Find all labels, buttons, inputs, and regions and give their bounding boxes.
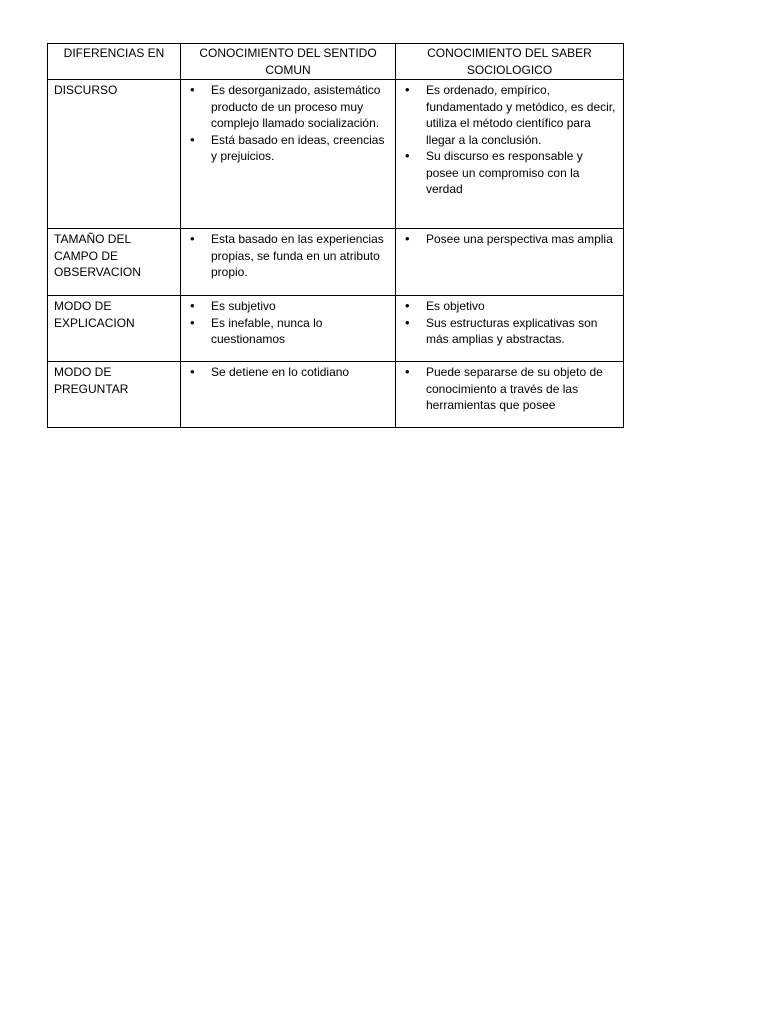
sentido-comun-cell: [181, 80, 396, 229]
list-item: • Está basado en ideas, creencias y prejuicios.: [187, 132, 389, 165]
list-item: • Posee una perspectiva mas amplia: [402, 231, 617, 248]
table-header-row: [48, 44, 624, 80]
list-item: • Sus estructuras explicativas son más amplias y abstractas.: [402, 315, 617, 348]
table-row: [48, 80, 624, 229]
header-sentido-comun: CONOCIMIENTO DEL SENTIDO COMUN: [181, 44, 396, 80]
table-row: [48, 362, 624, 428]
list-item: • Es desorganizado, asistemático producto de un proceso muy complejo llamado socialización.: [187, 82, 389, 132]
saber-sociologico-cell: [396, 229, 624, 296]
list-item: • Es objetivo: [402, 298, 617, 315]
saber-sociologico-cell: [396, 362, 624, 428]
sentido-comun-cell: [181, 362, 396, 428]
table-row: [48, 296, 624, 362]
list-item: • Su discurso es responsable y posee un compromiso con la verdad: [402, 148, 617, 198]
row-label: TAMAÑO DEL CAMPO DE OBSERVACION: [48, 229, 181, 296]
row-label: MODO DE EXPLICACION: [48, 296, 181, 362]
sentido-comun-cell: [181, 229, 396, 296]
row-label: DISCURSO: [48, 80, 181, 229]
list-item: • Se detiene en lo cotidiano: [187, 364, 389, 381]
row-label: MODO DE PREGUNTAR: [48, 362, 181, 428]
comparison-table: [47, 43, 624, 428]
list-item: • Puede separarse de su objeto de conocimiento a través de las herramientas que posee: [402, 364, 617, 414]
list-item: • Es subjetivo: [187, 298, 389, 315]
header-saber-sociologico: CONOCIMIENTO DEL SABER SOCIOLOGICO: [396, 44, 624, 80]
saber-sociologico-cell: [396, 296, 624, 362]
list-item: • Esta basado en las experiencias propias, se funda en un atributo propio.: [187, 231, 389, 281]
sentido-comun-cell: [181, 296, 396, 362]
header-diferencias: DIFERENCIAS EN: [48, 44, 181, 80]
list-item: • Es ordenado, empírico, fundamentado y metódico, es decir, utiliza el método científico para llegar a la conclusión.: [402, 82, 617, 148]
saber-sociologico-cell: [396, 80, 624, 229]
table-row: [48, 229, 624, 296]
list-item: • Es inefable, nunca lo cuestionamos: [187, 315, 389, 348]
